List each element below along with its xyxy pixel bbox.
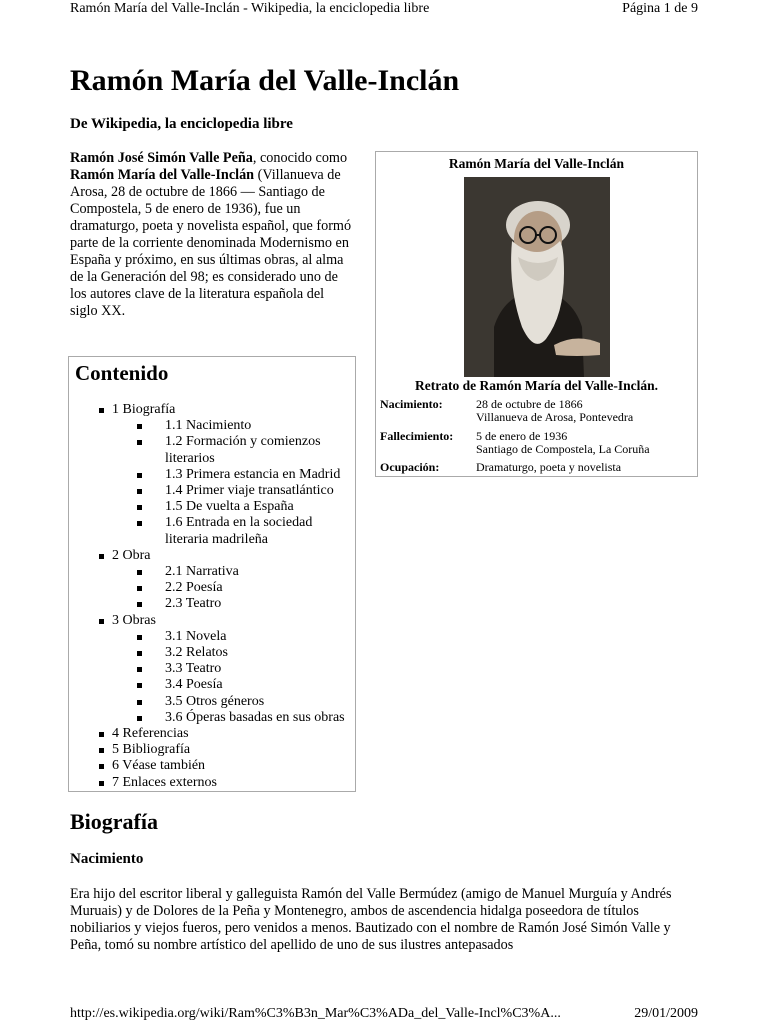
toc-item-label[interactable]: 7 Enlaces externos bbox=[112, 774, 217, 790]
bullet-icon bbox=[99, 619, 104, 624]
intro-text-1: , conocido como bbox=[252, 150, 348, 166]
toc-item-label[interactable]: 1.3 Primera estancia en Madrid bbox=[165, 466, 341, 482]
intro-paragraph bbox=[70, 150, 352, 320]
bullet-icon bbox=[99, 748, 104, 753]
table-of-contents bbox=[68, 356, 356, 792]
portrait-illustration bbox=[464, 177, 610, 377]
toc-item[interactable] bbox=[69, 515, 355, 547]
intro-text-2: (Villanueva de Arosa, 28 de octubre de 1866 — Santiago de Compostela, 5 de enero de 1936), fue un dramaturgo, poeta y novelista español, que formó parte de la corriente denominada Modernismo en España y próximo, en sus últimas obras, al alma de la Generación del 98; es considerado uno de los autores clave de la literatura española del siglo XX. bbox=[70, 167, 352, 319]
bullet-icon bbox=[137, 505, 142, 510]
toc-item[interactable] bbox=[69, 629, 355, 645]
toc-item-label[interactable]: 3.4 Poesía bbox=[165, 677, 223, 693]
infobox-title: Ramón María del Valle-Inclán bbox=[448, 156, 625, 171]
toc-item[interactable] bbox=[69, 726, 355, 742]
bullet-icon bbox=[99, 554, 104, 559]
bullet-icon bbox=[137, 602, 142, 607]
toc-item[interactable] bbox=[69, 742, 355, 758]
footer-url: http://es.wikipedia.org/wiki/Ram%C3%B3n_Mar%C3%ADa_del_Valle-Incl%C3%A... bbox=[70, 1006, 561, 1021]
toc-item[interactable] bbox=[69, 402, 355, 418]
toc-item-label[interactable]: 3.1 Novela bbox=[165, 628, 227, 644]
header-title: Ramón María del Valle-Inclán - Wikipedia, la enciclopedia libre bbox=[70, 1, 430, 16]
page-subtitle: De Wikipedia, la enciclopedia libre bbox=[70, 116, 293, 132]
toc-item-label[interactable]: 3.3 Teatro bbox=[165, 661, 222, 677]
toc-item[interactable] bbox=[69, 758, 355, 774]
intro-bold-name: Ramón José Simón Valle Peña bbox=[70, 150, 253, 166]
intro-bold-artistic-name: Ramón María del Valle-Inclán bbox=[70, 167, 255, 183]
toc-item[interactable] bbox=[69, 710, 355, 726]
toc-item-label[interactable]: 2 Obra bbox=[112, 547, 151, 563]
toc-item-label[interactable]: 1 Biografía bbox=[112, 402, 176, 417]
infobox-value bbox=[476, 461, 621, 474]
bullet-icon bbox=[137, 586, 142, 591]
infobox-value bbox=[476, 430, 650, 456]
toc-item-label[interactable]: 1.6 Entrada en la sociedad literaria madrileña bbox=[165, 515, 313, 547]
toc-item[interactable] bbox=[69, 548, 355, 564]
toc-item[interactable] bbox=[69, 580, 355, 596]
toc-item-label[interactable]: 1.2 Formación y comienzos literarios bbox=[165, 434, 321, 466]
infobox-value bbox=[476, 398, 633, 424]
bullet-icon bbox=[99, 764, 104, 769]
toc-item[interactable] bbox=[69, 596, 355, 612]
subsection-heading: Nacimiento bbox=[70, 851, 144, 867]
toc-item[interactable] bbox=[69, 613, 355, 629]
footer-date: 29/01/2009 bbox=[634, 1006, 698, 1021]
infobox-key: Nacimiento: bbox=[380, 397, 443, 411]
toc-item-label[interactable]: 3 Obras bbox=[112, 612, 156, 628]
bullet-icon bbox=[137, 440, 142, 445]
toc-item[interactable] bbox=[69, 775, 355, 791]
toc-item-label[interactable]: 3.6 Óperas basadas en sus obras bbox=[165, 709, 345, 725]
infobox-value-line2: Santiago de Compostela, La Coruña bbox=[476, 442, 650, 456]
page-title: Ramón María del Valle-Inclán bbox=[70, 64, 460, 97]
bullet-icon bbox=[137, 424, 142, 429]
infobox-key: Ocupación: bbox=[380, 460, 440, 474]
toc-item-label[interactable]: 3.2 Relatos bbox=[165, 645, 228, 661]
toc-item[interactable] bbox=[69, 499, 355, 515]
bullet-icon bbox=[137, 651, 142, 656]
portrait-image bbox=[464, 177, 610, 377]
infobox-caption: Retrato de Ramón María del Valle-Inclán. bbox=[415, 378, 658, 393]
toc-item-label[interactable]: 1.1 Nacimiento bbox=[165, 418, 252, 434]
bullet-icon bbox=[137, 716, 142, 721]
toc-title: Contenido bbox=[75, 361, 169, 385]
toc-item[interactable] bbox=[69, 434, 355, 466]
bullet-icon bbox=[137, 700, 142, 705]
toc-list bbox=[69, 402, 355, 791]
bullet-icon bbox=[137, 489, 142, 494]
print-header bbox=[70, 1, 698, 21]
toc-item[interactable] bbox=[69, 661, 355, 677]
bullet-icon bbox=[99, 408, 104, 413]
bullet-icon bbox=[137, 635, 142, 640]
toc-item-label[interactable]: 6 Véase también bbox=[112, 758, 206, 774]
infobox-value-line1: 5 de enero de 1936 bbox=[476, 429, 568, 443]
toc-item-label[interactable]: 1.5 De vuelta a España bbox=[165, 499, 294, 515]
section-heading: Biografía bbox=[70, 809, 158, 834]
infobox-value-line1: Dramaturgo, poeta y novelista bbox=[476, 460, 622, 474]
toc-item-label[interactable]: 2.3 Teatro bbox=[165, 596, 222, 612]
bullet-icon bbox=[137, 473, 142, 478]
toc-item[interactable] bbox=[69, 677, 355, 693]
toc-item[interactable] bbox=[69, 694, 355, 710]
bullet-icon bbox=[137, 667, 142, 672]
toc-item[interactable] bbox=[69, 564, 355, 580]
toc-item[interactable] bbox=[69, 418, 355, 434]
toc-item[interactable] bbox=[69, 467, 355, 483]
bullet-icon bbox=[137, 683, 142, 688]
bullet-icon bbox=[99, 781, 104, 786]
header-page-number: Página 1 de 9 bbox=[622, 1, 698, 16]
toc-item-label[interactable]: 4 Referencias bbox=[112, 726, 189, 742]
toc-item-label[interactable]: 3.5 Otros géneros bbox=[165, 693, 265, 709]
bullet-icon bbox=[99, 732, 104, 737]
infobox bbox=[375, 151, 698, 477]
infobox-value-line1: 28 de octubre de 1866 bbox=[476, 397, 583, 411]
toc-item-label[interactable]: 5 Bibliografía bbox=[112, 742, 191, 758]
toc-item-label[interactable]: 1.4 Primer viaje transatlántico bbox=[165, 483, 334, 499]
section-paragraph: Era hijo del escritor liberal y galleguista Ramón del Valle Bermúdez (amigo de Manuel Murguía y Andrés Muruais) y de Dolores de la Peña y Montenegro, ambos de ascendencia hidalga poseedora de títulos nobiliarios y viejos fueros, pero venidos a menos. Bautizado con el nombre de Ramón José Simón Valle y Peña, tomó su nombre artístico del apellido de uno de sus ilustres antepasados bbox=[70, 886, 672, 953]
infobox-key: Fallecimiento: bbox=[380, 429, 454, 443]
toc-item-label[interactable]: 2.1 Narrativa bbox=[165, 564, 239, 580]
toc-item[interactable] bbox=[69, 483, 355, 499]
toc-item[interactable] bbox=[69, 645, 355, 661]
bullet-icon bbox=[137, 521, 142, 526]
toc-item-label[interactable]: 2.2 Poesía bbox=[165, 580, 223, 596]
infobox-value-line2: Villanueva de Arosa, Pontevedra bbox=[476, 410, 634, 424]
bullet-icon bbox=[137, 570, 142, 575]
